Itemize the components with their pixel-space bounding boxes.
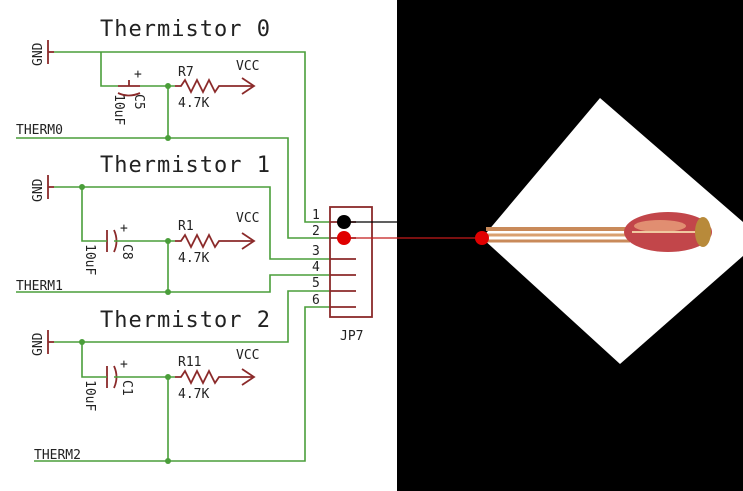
res-value-1: 4.7K — [178, 251, 210, 266]
gnd-symbol-0 — [48, 40, 54, 64]
wire-cap-gnd-1 — [82, 187, 107, 241]
cap-name-1: C8 — [119, 244, 134, 260]
resistor-1 — [175, 235, 253, 247]
pin2-red-marker — [337, 231, 351, 245]
cap-plus-1: + — [120, 221, 128, 236]
wire-cap-gnd-2 — [82, 342, 107, 377]
pin1-black-marker — [337, 215, 351, 229]
net-label-1: THERM1 — [16, 279, 63, 294]
pin-number-5: 5 — [312, 276, 320, 291]
cap-plus-0: + — [134, 67, 142, 82]
probe-red-marker — [475, 231, 489, 245]
thermistor-1-section — [16, 153, 330, 295]
junction-1b — [165, 238, 171, 244]
vcc-label-1: VCC — [236, 211, 260, 226]
cap-value-1: 10uF — [82, 244, 97, 276]
probe-photo-panel — [397, 0, 743, 491]
connector-body — [330, 207, 372, 317]
thermistor-2-section — [31, 291, 330, 464]
net-label-2: THERM2 — [34, 448, 81, 463]
connector-name: JP7 — [340, 329, 364, 344]
pin-number-3: 3 — [312, 244, 320, 259]
junction-0a — [165, 83, 171, 89]
gnd-symbol-2 — [48, 330, 54, 354]
resistor-2 — [175, 371, 253, 383]
res-value-0: 4.7K — [178, 96, 210, 111]
res-name-2: R11 — [178, 355, 202, 370]
cap-plus-2: + — [120, 357, 128, 372]
cap-value-0: 10uF — [111, 94, 126, 126]
res-name-0: R7 — [178, 65, 194, 80]
pin-number-2: 2 — [312, 224, 320, 239]
res-name-1: R1 — [178, 219, 194, 234]
vcc-label-0: VCC — [236, 59, 260, 74]
net-label-0: THERM0 — [16, 123, 63, 138]
gnd-label-2: GND — [31, 332, 46, 356]
section-title-2: Thermistor 2 — [100, 308, 271, 333]
cap-name-0: C5 — [131, 94, 146, 110]
junction-2c — [165, 458, 171, 464]
gnd-symbol-1 — [48, 175, 54, 199]
junction-1a — [79, 184, 85, 190]
cap-name-2: C1 — [119, 380, 134, 396]
gnd-label-0: GND — [31, 42, 46, 66]
wire-cap-gnd-0 — [101, 52, 118, 86]
gnd-label-1: GND — [31, 178, 46, 202]
res-value-2: 4.7K — [178, 387, 210, 402]
thermistor-0-section — [16, 17, 330, 238]
junction-2b — [165, 374, 171, 380]
resistor-0 — [175, 80, 253, 92]
junction-0b — [165, 135, 171, 141]
section-title-0: Thermistor 0 — [100, 17, 271, 42]
wire-therm-1 — [16, 275, 330, 292]
junction-1c — [165, 289, 171, 295]
pin-number-4: 4 — [312, 260, 320, 275]
vcc-label-2: VCC — [236, 348, 260, 363]
cap-value-2: 10uF — [82, 380, 97, 412]
section-title-1: Thermistor 1 — [100, 153, 271, 178]
pin-number-1: 1 — [312, 208, 320, 223]
junction-2a — [79, 339, 85, 345]
pin-number-6: 6 — [312, 293, 320, 308]
